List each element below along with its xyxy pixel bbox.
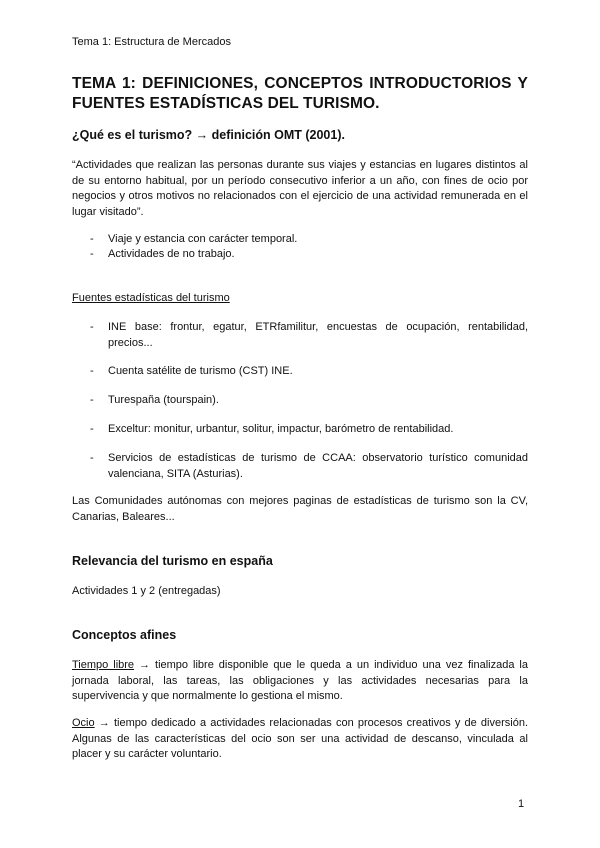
list-item-text: INE base: frontur, egatur, ETRfamilitur, encuestas de ocupación, rentabilidad, precios... bbox=[108, 321, 528, 349]
list-item bbox=[90, 422, 528, 438]
tiempo-libre-paragraph bbox=[72, 658, 528, 705]
tiempo-libre-term: Tiempo libre bbox=[72, 659, 135, 671]
section-heading-relevancia: Relevancia del turismo en españa bbox=[72, 554, 273, 568]
section-heading-que-es: ¿Qué es el turismo? → definición OMT (2001). bbox=[72, 128, 345, 142]
ocio-term: Ocio bbox=[72, 717, 95, 729]
ocio-paragraph bbox=[72, 716, 528, 763]
list-item bbox=[90, 247, 528, 263]
list-item-text: Servicios de estadísticas de turismo de CCAA: observatorio turístico comunidad valenciana, SITA (Asturias). bbox=[108, 452, 528, 480]
page-title: TEMA 1: DEFINICIONES, CONCEPTOS INTRODUCTORIOS Y FUENTES ESTADÍSTICAS DEL TURISMO. bbox=[72, 75, 528, 112]
list-item bbox=[90, 451, 528, 482]
list-item bbox=[90, 364, 528, 380]
bullet-dash: - bbox=[90, 321, 94, 333]
bullet-dash: - bbox=[90, 233, 94, 245]
list-item-text: Viaje y estancia con carácter temporal. bbox=[108, 233, 298, 245]
tiempo-libre-definition: → tiempo libre disponible que le queda a un individuo una vez finalizada la jornada laboral, las tareas, las obligaciones y las actividades necesarias para la supervivencia y que normalmente lo gestiona el mismo. bbox=[72, 659, 528, 702]
section-heading-fuentes: Fuentes estadísticas del turismo bbox=[72, 292, 230, 304]
bullet-dash: - bbox=[90, 365, 94, 377]
bullet-dash: - bbox=[90, 394, 94, 406]
list-item-text: Turespaña (tourspain). bbox=[108, 394, 219, 406]
fuentes-closing-text: Las Comunidades autónomas con mejores paginas de estadísticas de turismo son la CV, Canarias, Baleares... bbox=[72, 495, 528, 523]
list-item-text: Cuenta satélite de turismo (CST) INE. bbox=[108, 365, 293, 377]
list-item-text: Actividades de no trabajo. bbox=[108, 248, 235, 260]
list-item bbox=[90, 393, 528, 409]
page-number: 1 bbox=[518, 798, 525, 810]
section-heading-conceptos: Conceptos afines bbox=[72, 628, 177, 642]
omt-definition-quote: “Actividades que realizan las personas durante sus viajes y estancias en lugares distintos al de su entorno habitual, por un período consecutivo inferior a un año, con fines de ocio por negocios y otros motivos no relacionados con el ejercicio de una actividad remunerada en el lugar visitado”. bbox=[72, 159, 528, 218]
running-header: Tema 1: Estructura de Mercados bbox=[72, 36, 231, 48]
list-item-text: Exceltur: monitur, urbantur, solitur, impactur, barómetro de rentabilidad. bbox=[108, 423, 454, 435]
bullet-dash: - bbox=[90, 452, 94, 464]
ocio-definition: → tiempo dedicado a actividades relacionadas con procesos creativos y de diversión. Algunas de las características del ocio son ser una actividad de descanso, vinculada al placer y su carácter voluntario. bbox=[72, 717, 528, 760]
list-item bbox=[90, 232, 528, 248]
list-item bbox=[90, 320, 528, 351]
bullet-dash: - bbox=[90, 248, 94, 260]
relevancia-text: Actividades 1 y 2 (entregadas) bbox=[72, 585, 221, 597]
bullet-dash: - bbox=[90, 423, 94, 435]
